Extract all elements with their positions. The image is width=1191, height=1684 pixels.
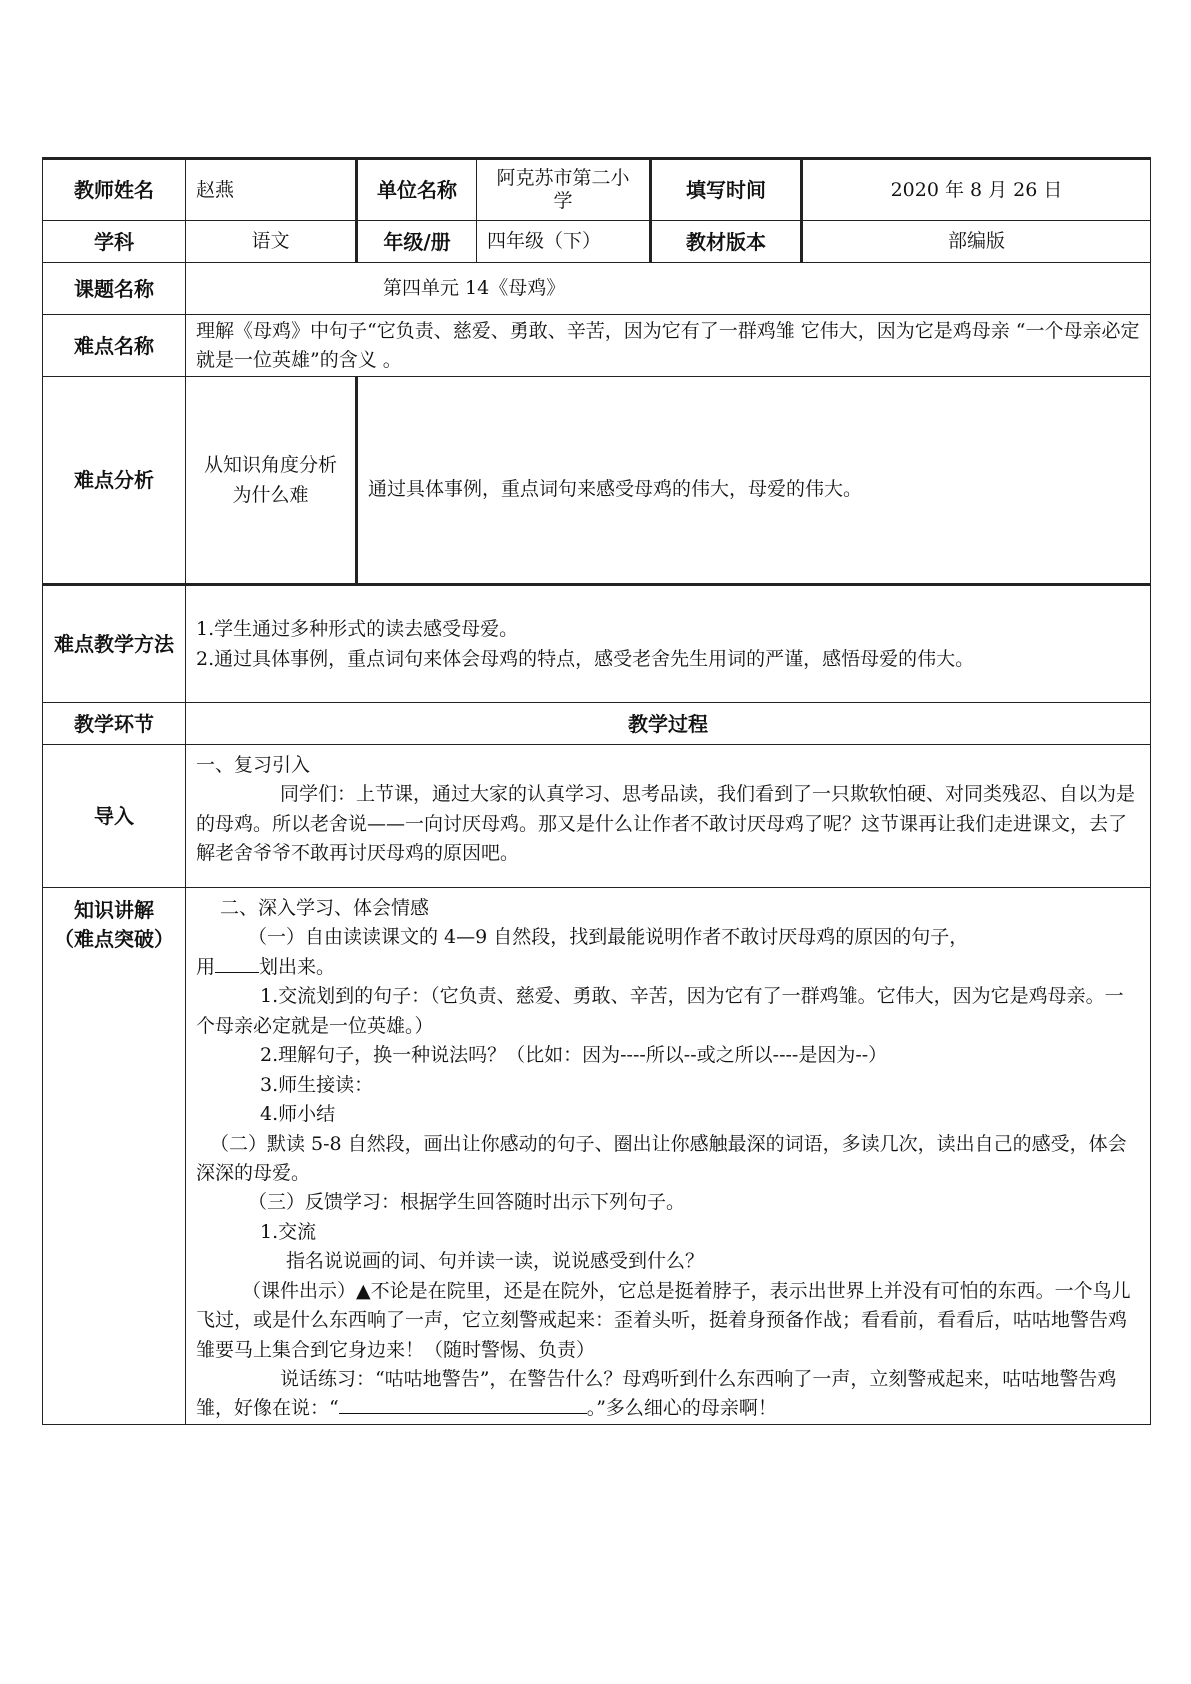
analysis-content: 通过具体事例，重点词句来感受母鸡的伟大，母爱的伟大。	[357, 377, 1151, 585]
lesson-title-value: 第四单元 14《母鸡》	[186, 263, 1151, 315]
intro-heading: 一、复习引入	[196, 754, 311, 776]
analysis-angle-line-1: 从知识角度分析	[203, 453, 337, 476]
part-1-tail-prefix: 用	[196, 955, 216, 978]
method-item-2: 2.通过具体事例，重点词句来体会母鸡的特点，感受老舍先生用词的严谨，感悟母爱的伟大。	[196, 648, 975, 670]
section-heading-2: 二、深入学习、体会情感	[220, 897, 430, 919]
part-1-tail-suffix: 划出来。	[259, 955, 336, 978]
row-process-header	[43, 703, 1151, 745]
row-lesson-title	[43, 263, 1151, 315]
intro-content	[186, 745, 1151, 888]
difficulty-name-value: 理解《母鸡》中句子“它负责、慈爱、勇敢、辛苦，因为它有了一群鸡雏 它伟大，因为它是鸡母亲 “一个母亲必定就是一位英雄”的含义 。	[186, 315, 1151, 377]
school-label: 单位名称	[357, 159, 477, 221]
grade-value: 四年级（下）	[477, 221, 651, 263]
part-1-tail	[196, 953, 1140, 982]
teaching-method-label: 难点教学方法	[43, 585, 186, 703]
part-1-item-2: 2.理解句子，换一种说法吗？（比如：因为----所以--或之所以----是因为--）	[260, 1044, 888, 1067]
subject-value: 语文	[186, 221, 357, 263]
part-1-item-4: 4.师小结	[260, 1103, 336, 1126]
part-3-item-1: 1.交流	[260, 1220, 317, 1243]
speaking-practice-prefix: 说话练习：“咕咕地警告”，在警告什么？母鸡听到什么东西响了一声，立刻警戒起来，咕咕地警告鸡雏，好像在说：“	[196, 1368, 1117, 1420]
knowledge-label-line-2: （难点突破）	[54, 927, 174, 951]
subject-label: 学科	[43, 221, 186, 263]
part-1-item-3: 3.师生接读：	[260, 1073, 374, 1096]
grade-label: 年级/册	[357, 221, 477, 263]
speaking-practice-suffix: 。”多么细心的母亲啊！	[586, 1397, 777, 1420]
analysis-angle-cell	[186, 377, 357, 585]
row-intro	[43, 745, 1151, 888]
knowledge-label	[43, 888, 186, 1425]
row-difficulty-name	[43, 315, 1151, 377]
part-1-item-1: 1.交流划到的句子：（它负责、慈爱、勇敢、辛苦，因为它有了一群鸡雏。它伟大，因为它是鸡母亲。一个母亲必定就是一位英雄。）	[196, 985, 1124, 1037]
speaking-practice	[196, 1365, 1140, 1424]
date-label: 填写时间	[651, 159, 802, 221]
school-value	[477, 159, 651, 221]
difficulty-name-label: 难点名称	[43, 315, 186, 377]
courseware-text: （课件出示）▲不论是在院里，还是在院外，它总是挺着脖子，表示出世界上并没有可怕的东西。一个鸟儿飞过，或是什么东西响了一声，它立刻警戒起来：歪着头听，挺着身预备作战；看看前，看看后，咕咕地警告鸡雏要马上集合到它身边来！（随时警惕、负责）	[196, 1279, 1131, 1361]
method-item-1: 1.学生通过多种形式的读去感受母爱。	[196, 617, 519, 640]
row-subject	[43, 221, 1151, 263]
part-1-text: （一）自由读读课文的 4—9 自然段，找到最能说明作者不敢讨厌母鸡的原因的句子，	[248, 926, 969, 949]
school-line-1: 阿克苏市第二小	[496, 167, 630, 190]
teaching-step-header: 教学环节	[43, 703, 186, 745]
knowledge-content	[186, 888, 1151, 1425]
intro-paragraph: 同学们：上节课，通过大家的认真学习、思考品读，我们看到了一只欺软怕硬、对同类残忍、自以为是的母鸡。所以老舍说——一向讨厌母鸡。那又是什么让作者不敢讨厌母鸡了呢？这节课再让我们走进课文，去了解老舍爷爷不敢再讨厌母鸡的原因吧。	[196, 783, 1136, 865]
lesson-plan-table	[42, 157, 1151, 1425]
teaching-process-header: 教学过程	[186, 703, 1151, 745]
edition-label: 教材版本	[651, 221, 802, 263]
teacher-name-label: 教师姓名	[43, 159, 186, 221]
edition-value: 部编版	[802, 221, 1151, 263]
knowledge-label-line-1: 知识讲解	[74, 898, 154, 922]
row-header-info	[43, 159, 1151, 221]
part-2: （二）默读 5-8 自然段，画出让你感动的句子、圈出让你感触最深的词语，多读几次，读出自己的感受，体会深深的母爱。	[196, 1132, 1127, 1184]
row-difficulty-analysis	[43, 377, 1151, 585]
underline-blank-long	[339, 1397, 587, 1414]
row-teaching-method	[43, 585, 1151, 703]
part-3: （三）反馈学习：根据学生回答随时出示下列句子。	[248, 1191, 686, 1214]
intro-label: 导入	[43, 745, 186, 888]
underline-blank-short	[215, 956, 259, 973]
part-3-prompt: 指名说说画的词、句并读一读，说说感受到什么？	[286, 1250, 705, 1273]
lesson-title-label: 课题名称	[43, 263, 186, 315]
analysis-angle-line-2: 为什么难	[232, 484, 309, 506]
teacher-name-value: 赵燕	[186, 159, 357, 221]
date-value: 2020 年 8 月 26 日	[802, 159, 1151, 221]
teaching-method-content	[186, 585, 1151, 703]
school-line-2: 学	[553, 190, 573, 212]
difficulty-analysis-label: 难点分析	[43, 377, 186, 585]
row-knowledge	[43, 888, 1151, 1425]
part-1-intro	[196, 923, 1140, 952]
